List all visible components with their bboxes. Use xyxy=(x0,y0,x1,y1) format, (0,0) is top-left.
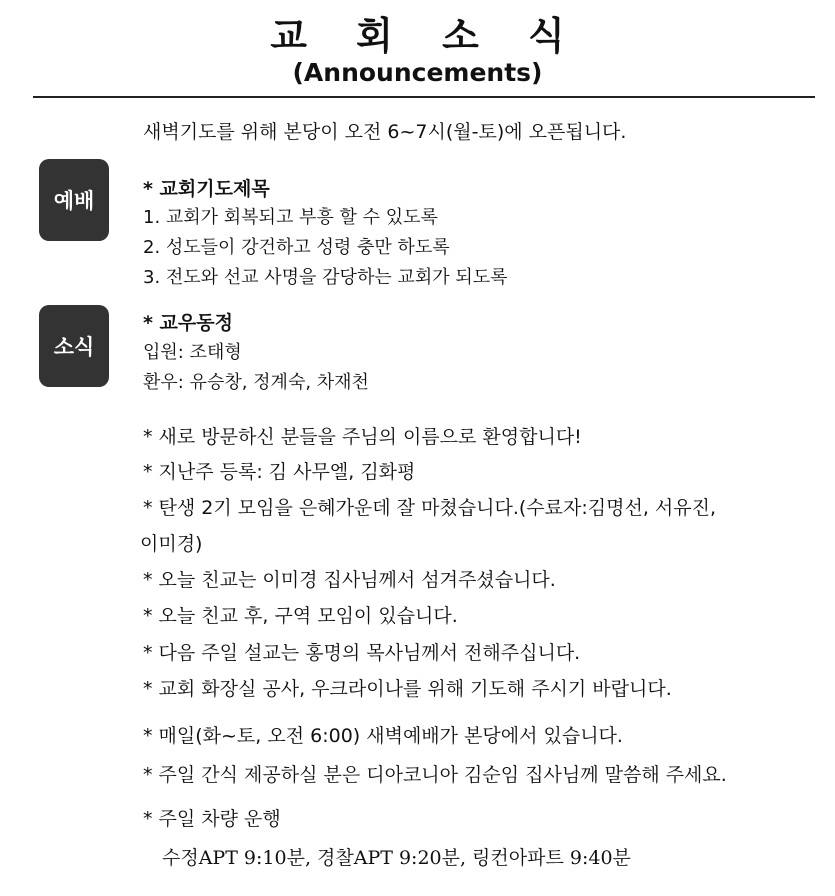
header-divider xyxy=(33,96,815,98)
worship-badge: 예배 xyxy=(39,159,109,241)
members-item: 입원: 조태형 xyxy=(143,342,242,363)
news-item: * 교회 화장실 공사, 우크라이나를 위해 기도해 주시기 바랍니다. xyxy=(143,678,672,700)
prayer-heading: * 교회기도제목 xyxy=(143,178,270,200)
news-item: * 오늘 친교 후, 구역 모임이 있습니다. xyxy=(143,605,458,627)
members-item: 환우: 유승창, 정계숙, 차재천 xyxy=(143,372,369,393)
news-item: * 주일 간식 제공하실 분은 디아코니아 김순임 집사님께 말씀해 주세요. xyxy=(143,764,727,786)
news-item: * 탄생 2기 모임을 은혜가운데 잘 마쳤습니다.(수료자:김명선, 서유진, xyxy=(143,497,717,519)
news-badge: 소식 xyxy=(39,305,109,387)
news-item: * 지난주 등록: 김 사무엘, 김화평 xyxy=(143,461,416,483)
announcements-title: 교 회 소 식 xyxy=(270,14,583,58)
prayer-item: 3. 전도와 선교 사명을 감당하는 교회가 되도록 xyxy=(143,267,508,288)
members-heading: * 교우동정 xyxy=(143,312,233,334)
news-item: * 오늘 친교는 이미경 집사님께서 섬겨주셨습니다. xyxy=(143,569,556,591)
news-item: * 새로 방문하신 분들을 주님의 이름으로 환영합니다! xyxy=(143,426,582,448)
intro-line: 새벽기도를 위해 본당이 오전 6~7시(월-토)에 오픈됩니다. xyxy=(143,121,627,143)
news-item: * 매일(화~토, 오전 6:00) 새벽예배가 본당에서 있습니다. xyxy=(143,725,623,747)
announcements-subtitle: (Announcements) xyxy=(292,58,543,87)
news-item: * 다음 주일 설교는 홍명의 목사님께서 전해주십니다. xyxy=(143,642,581,664)
news-item: 수정APT 9:10분, 경찰APT 9:20분, 링컨아파트 9:40분 xyxy=(162,847,631,869)
prayer-item: 2. 성도들이 강건하고 성령 충만 하도록 xyxy=(143,237,450,258)
news-item: 이미경) xyxy=(140,533,203,555)
news-item: * 주일 차량 운행 xyxy=(143,808,281,830)
prayer-item: 1. 교회가 회복되고 부흥 할 수 있도록 xyxy=(143,207,438,228)
